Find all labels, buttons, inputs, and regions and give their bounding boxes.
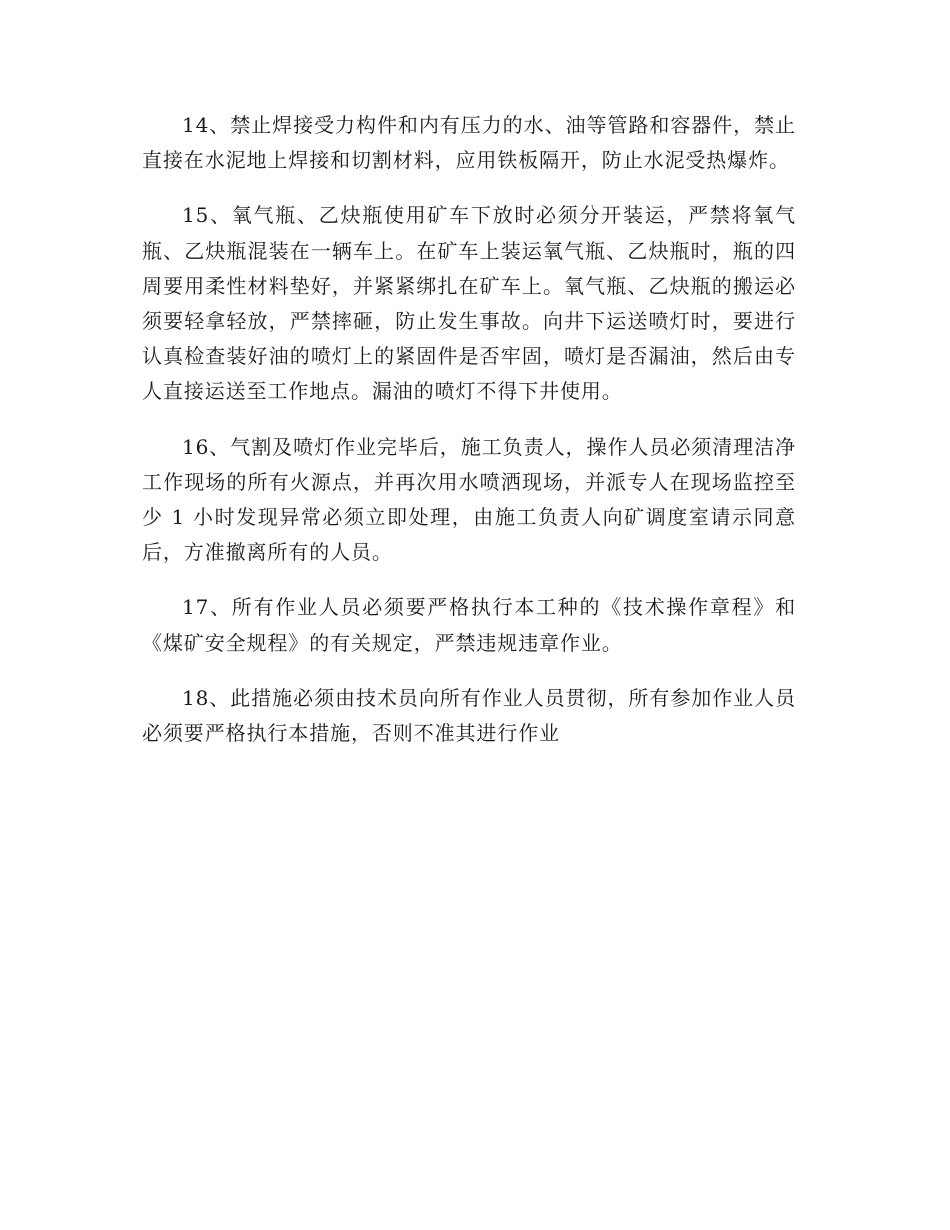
document-body xyxy=(142,108,796,771)
paragraph-item-14: 14、禁止焊接受力构件和内有压力的水、油等管路和容器件，禁止直接在水泥地上焊接和切割材料，应用铁板隔开，防止水泥受热爆炸。 xyxy=(142,113,796,173)
paragraph-item-15: 15、氧气瓶、乙炔瓶使用矿车下放时必须分开装运，严禁将氧气瓶、乙炔瓶混装在一辆车上。在矿车上装运氧气瓶、乙炔瓶时，瓶的四周要用柔性材料垫好，并紧紧绑扎在矿车上。氧气瓶、乙炔瓶的搬运必须要轻拿轻放，严禁摔砸，防止发生事故。向井下运送喷灯时，要进行认真检查装好油的喷灯上的紧固件是否牢固，喷灯是否漏油，然后由专人直接运送至工作地点。漏油的喷灯不得下井使用。 xyxy=(142,203,796,404)
paragraph-item-17: 17、所有作业人员必须要严格执行本工种的《技术操作章程》和《煤矿安全规程》的有关规定，严禁违规违章作业。 xyxy=(142,595,796,655)
paragraph-item-18: 18、此措施必须由技术员向所有作业人员贯彻，所有参加作业人员必须要严格执行本措施，否则不准其进行作业 xyxy=(142,685,796,746)
paragraph-item-16: 16、气割及喷灯作业完毕后，施工负责人，操作人员必须清理洁净工作现场的所有火源点，并再次用水喷洒现场，并派专人在现场监控至少 1 小时发现异常必须立即处理，由施工负责人向矿调度室请示同意后，方准撤离所有的人员。 xyxy=(142,434,796,565)
